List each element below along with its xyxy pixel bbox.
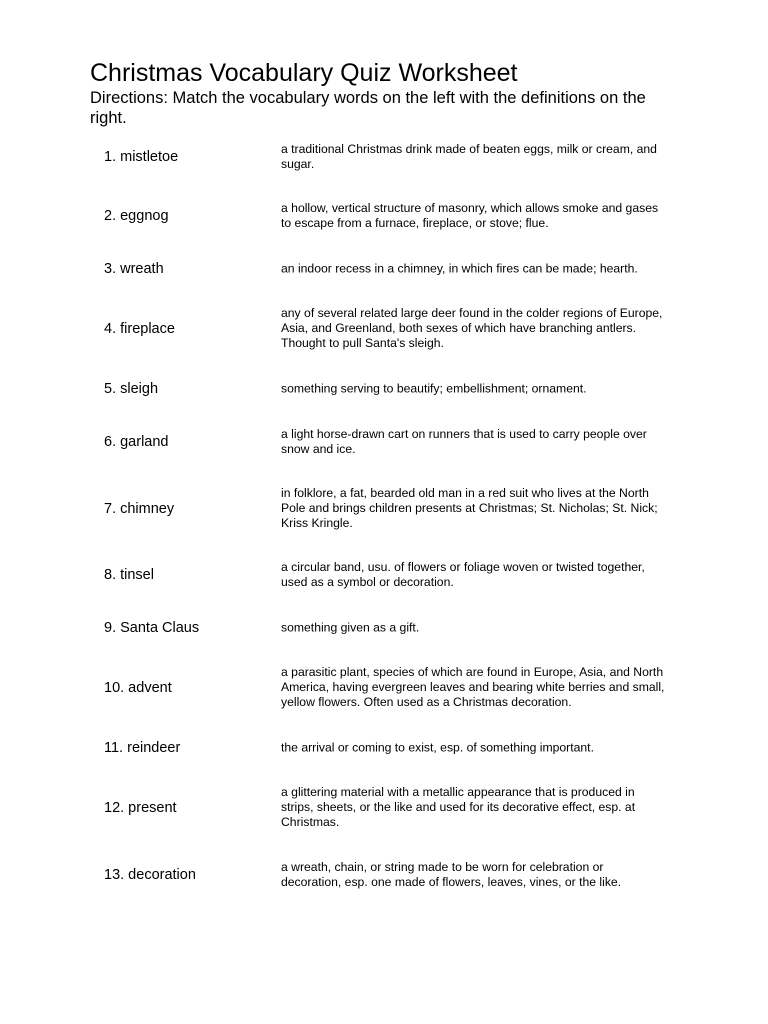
vocabulary-definition: a circular band, usu. of flowers or foliage woven or twisted together, used as a symbol or decoration. (281, 559, 645, 589)
vocabulary-term: 13. decoration (104, 867, 196, 883)
page-title: Christmas Vocabulary Quiz Worksheet (90, 59, 518, 87)
vocabulary-term: 2. eggnog (104, 208, 169, 224)
vocabulary-term: 6. garland (104, 434, 169, 450)
vocabulary-term: 5. sleigh (104, 381, 159, 397)
vocabulary-term: 9. Santa Claus (104, 620, 200, 636)
vocabulary-term: 3. wreath (104, 261, 164, 277)
vocabulary-definition: in folklore, a fat, bearded old man in a red suit who lives at the North Pole and brings children presents at Christmas; St. Nicholas; St. Nick; Kriss Kringle. (281, 486, 658, 531)
vocabulary-term: 4. fireplace (104, 321, 175, 337)
vocabulary-term: 1. mistletoe (104, 149, 179, 165)
vocabulary-definition: a hollow, vertical structure of masonry, which allows smoke and gases to escape from a furnace, fireplace, or stove; flue. (281, 200, 659, 230)
directions-text: Directions: Match the vocabulary words on the left with the definitions on the right. (90, 89, 646, 127)
vocabulary-definition: the arrival or coming to exist, esp. of something important. (281, 740, 594, 755)
vocabulary-definition: a glittering material with a metallic appearance that is produced in strips, sheets, or the like and used for its decorative effect, esp. at Christmas. (281, 785, 636, 830)
vocabulary-definition: something given as a gift. (281, 620, 420, 635)
vocabulary-definition: any of several related large deer found in the colder regions of Europe, Asia, and Greenland, both sexes of which have branching antlers. Thought to pull Santa's sleigh. (281, 306, 663, 351)
vocabulary-term: 7. chimney (104, 501, 175, 517)
vocabulary-term: 8. tinsel (104, 567, 154, 583)
vocabulary-definition: a wreath, chain, or string made to be worn for celebration or decoration, esp. one made of flowers, leaves, vines, or the like. (281, 859, 622, 889)
vocabulary-term: 11. reindeer (104, 740, 181, 756)
vocabulary-definition: a parasitic plant, species of which are found in Europe, Asia, and North America, having evergreen leaves and bearing white berries and small, yellow flowers. Often used as a Christmas decoration. (281, 665, 665, 710)
vocabulary-definition: something serving to beautify; embellishment; ornament. (281, 381, 587, 396)
vocabulary-definition: a traditional Christmas drink made of beaten eggs, milk or cream, and sugar. (281, 141, 657, 171)
vocabulary-definition: a light horse-drawn cart on runners that is used to carry people over snow and ice. (281, 426, 647, 456)
vocabulary-term: 12. present (104, 800, 177, 816)
vocabulary-definition: an indoor recess in a chimney, in which fires can be made; hearth. (281, 261, 638, 276)
vocabulary-term: 10. advent (104, 680, 172, 696)
